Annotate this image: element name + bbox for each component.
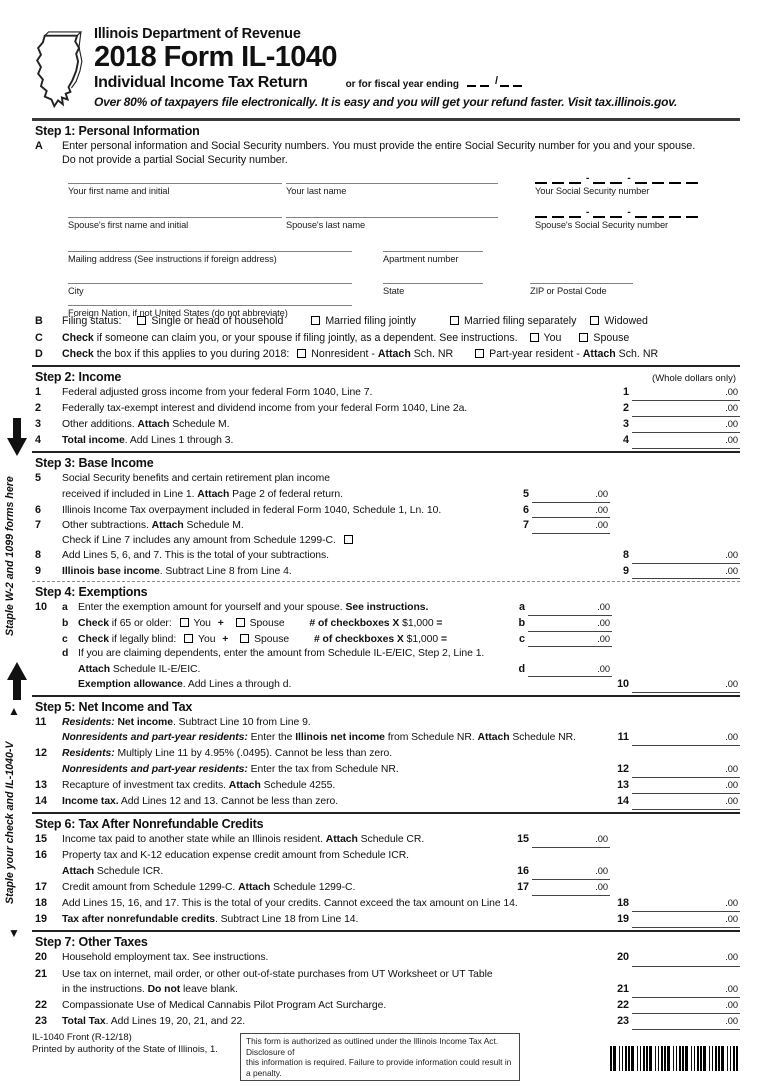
checkbox-nonresident[interactable] [297, 349, 306, 358]
disclosure-notice: This form is authorized as outlined under the Illinois Income Tax Act. Disclosure of this information is required. Failure to provide information could result in a penalty. [240, 1033, 520, 1081]
filing-status-label: Filing status: [62, 315, 122, 327]
line-15-amount-input[interactable]: 15 .00 [517, 832, 610, 848]
section-divider [32, 365, 740, 367]
staple-up-arrow-icon [7, 662, 27, 705]
form-subtitle: Individual Income Tax Return [94, 74, 308, 91]
line-10b-amount-input[interactable]: b .00 [518, 616, 612, 632]
step-5-net-income-tax-section: Step 5: Net Income and Tax 11 Residents: Net income. Subtract Line 10 from Line 9. Nonresidents and part-year residents: Enter the Illinois net income from Schedule NR. Attach Schedule NR. 11 .00 12 Residents: Multiply Line 11 by 4.95% (.0495). Cannot be less than zero. Nonresidents and part-year residents: Enter the tax from Schedule NR. 12 .00 13 Recapture of investment tax credits. Attach Schedule 4255. 13 .00 14 Income tax. Add Lines 12 and 13. Cannot be less than zero. 14 .00 [32, 699, 740, 810]
form-id: IL-1040 Front (R-12/18) [32, 1032, 132, 1044]
filing-status-row: B Filing status: Single or head of household Married filing jointly Married filing separately Widowed [35, 315, 648, 327]
form-footer [32, 1032, 740, 1092]
section-divider [32, 812, 740, 814]
checkbox-blind-spouse[interactable] [240, 634, 249, 643]
step-2-title: Step 2: Income [35, 369, 122, 384]
row-a-text-2: Do not provide a partial Social Security number. [62, 154, 288, 166]
line-7-amount-input[interactable]: 7 .00 [523, 518, 610, 534]
triangle-down-icon: ▼ [8, 926, 20, 940]
fiscal-year-input[interactable]: / [467, 75, 526, 87]
line-8-amount-input[interactable]: 8 .00 [623, 548, 740, 564]
zip-field[interactable]: ZIP or Postal Code [530, 271, 633, 296]
line-2-amount-input[interactable]: 2 .00 [623, 401, 740, 417]
step-4-title: Step 4: Exemptions [35, 585, 148, 600]
line-13-amount-input[interactable]: 13 .00 [617, 778, 740, 794]
step-7-other-taxes-section: Step 7: Other Taxes 20 Household employment tax. See instructions. 20 .00 21 Use tax on internet, mail order, or other out-of-state purchases from UT Worksheet or UT Table in the instructions. Do not leave blank. 21 .00 22 Compassionate Use of Medical Cannabis Pilot Program Act Surcharge. 22 .00 23 Total Tax. Add Lines 19, 20, 21, and 22. 23 .00 [32, 934, 740, 1030]
step-4-exemptions-section: Step 4: Exemptions 10 a Enter the exemption amount for yourself and your spouse. See instructions. a .00 b Check if 65 or older: You + Spouse # of checkboxes X $1,000 = b .00 c Check if legally blind: You + Spouse # of checkboxes X $1,000 = c .00 d If you are claiming dependents, enter the amount from Schedule IL-E/EIC, Step 2, Line 1. Attach Schedule IL-E/EIC. d .00 Exemption allowance. Add Lines a through d. 10 .00 [32, 584, 740, 693]
checkbox-claimed-you[interactable] [530, 333, 539, 342]
step-6-title: Step 6: Tax After Nonrefundable Credits [35, 817, 264, 832]
dependent-claim-row: C Check if someone can claim you, or your spouse if filing jointly, as a dependent. See instructions. You Spouse [35, 331, 630, 344]
checkbox-schedule-1299c[interactable] [344, 535, 353, 544]
line-6-amount-input[interactable]: 6 .00 [523, 503, 610, 519]
illinois-state-logo-icon [32, 26, 94, 113]
spouse-first-name-field[interactable]: Spouse's first name and initial [68, 205, 282, 230]
line-10c-amount-input[interactable]: c .00 [519, 632, 612, 648]
line-1-amount-input[interactable]: 1 .00 [623, 385, 740, 401]
ssn-field[interactable]: - - Your Social Security number [535, 171, 740, 196]
line-4-amount-input[interactable]: 4 .00 [623, 433, 740, 449]
line-19-amount-input[interactable]: 19 .00 [617, 912, 740, 928]
whole-dollars-note: (Whole dollars only) [652, 372, 736, 384]
fiscal-year-label: or for fiscal year ending [345, 79, 459, 90]
checkbox-married-separately[interactable] [450, 316, 459, 325]
city-field[interactable]: City [68, 271, 352, 296]
section-divider [32, 118, 740, 121]
barcode [610, 1046, 738, 1071]
efile-tagline: Over 80% of taxpayers file electronically. It is easy and you will get your refund faster. Visit tax.illinois.gov. [94, 95, 678, 109]
line-14-amount-input[interactable]: 14 .00 [617, 794, 740, 810]
step-1-personal-information-section [32, 123, 740, 363]
staple-w2-vertical-label: Staple W-2 and 1099 forms here [4, 476, 16, 636]
personal-info-grid [32, 167, 740, 318]
step-3-base-income-section: Step 3: Base Income 5 Social Security benefits and certain retirement plan income received if included in Line 1. Attach Page 2 of federal return. 5 .00 6 Illinois Income Tax overpayment included in federal Form 1040, Schedule 1, Ln. 10. 6 .00 7 Other subtractions. Attach Schedule M. 7 .00 Check if Line 7 includes any amount from Schedule 1299-C. 8 Add Lines 5, 6, and 7. This is the total of your subtractions. 8 .00 9 Illinois base income. Subtract Line 8 from Line 4. 9 .00 [32, 455, 740, 579]
line-12-amount-input[interactable]: 12 .00 [617, 762, 740, 778]
printed-by-authority: Printed by authority of the State of Illinois, 1. [32, 1044, 218, 1056]
agency-name: Illinois Department of Revenue [94, 26, 301, 42]
section-divider [32, 695, 740, 697]
line-22-amount-input[interactable]: 22 .00 [617, 998, 740, 1014]
line-23-amount-input[interactable]: 23 .00 [617, 1014, 740, 1030]
line-10-amount-input[interactable]: 10 .00 [617, 677, 740, 693]
line-10d-amount-input[interactable]: d .00 [518, 662, 612, 678]
row-a-text-1: Enter personal information and Social Security numbers. You must provide the entire Social Security number for you and your spouse. [62, 140, 696, 152]
row-a-letter: A [35, 140, 43, 152]
checkbox-65-spouse[interactable] [236, 618, 245, 627]
step-3-title: Step 3: Base Income [35, 456, 154, 471]
line-10a-amount-input[interactable]: a .00 [519, 600, 612, 616]
checkbox-claimed-spouse[interactable] [579, 333, 588, 342]
line-18-amount-input[interactable]: 18 .00 [617, 896, 740, 912]
section-divider [32, 930, 740, 932]
state-field[interactable]: State [383, 271, 483, 296]
form-title: 2018 Form IL-1040 [94, 41, 337, 73]
staple-check-vertical-label: Staple your check and IL-1040-V [4, 741, 16, 905]
checkbox-widowed[interactable] [590, 316, 599, 325]
section-divider [32, 451, 740, 453]
line-20-amount-input[interactable]: 20 .00 [617, 950, 740, 966]
checkbox-65-you[interactable] [180, 618, 189, 627]
triangle-up-icon: ▲ [8, 704, 20, 718]
step-5-title: Step 5: Net Income and Tax [35, 700, 193, 715]
step-1-title: Step 1: Personal Information [35, 124, 200, 138]
line-3-amount-input[interactable]: 3 .00 [623, 417, 740, 433]
step-7-title: Step 7: Other Taxes [35, 935, 148, 950]
apartment-number-field[interactable]: Apartment number [383, 239, 483, 264]
line-11-amount-input[interactable]: 11 .00 [618, 730, 740, 746]
checkbox-part-year-resident[interactable] [475, 349, 484, 358]
line-17-amount-input[interactable]: 17 .00 [517, 880, 610, 896]
section-divider-dashed [32, 581, 740, 582]
line-5-amount-input[interactable]: 5 .00 [523, 487, 610, 503]
line-16-amount-input[interactable]: 16 .00 [517, 864, 610, 880]
spouse-ssn-field[interactable]: - - Spouse's Social Security number [535, 205, 740, 230]
line-21-amount-input[interactable]: 21 .00 [617, 982, 740, 998]
step-2-income-section: Step 2: Income (Whole dollars only) 1 Federal adjusted gross income from your federal Form 1040, Line 7. 1 .00 2 Federally tax-exempt interest and dividend income from your federal Form 1040, Line 2a. 2 .00 3 Other additions. Attach Schedule M. 3 .00 4 Total income. Add Lines 1 through 3. 4 .00 [32, 369, 740, 450]
step-6-nonrefundable-credits-section: Step 6: Tax After Nonrefundable Credits 15 Income tax paid to another state while an Illinois resident. Attach Schedule CR. 15 .00 16 Property tax and K-12 education expense credit amount from Schedule ICR. Attach Schedule ICR. 16 .00 17 Credit amount from Schedule 1299-C. Attach Schedule 1299-C. 17 .00 18 Add Lines 15, 16, and 17. This is the total of your credits. Cannot exceed the tax amount on Line 14. 18 .00 19 Tax after nonrefundable credits. Subtract Line 18 from Line 14. 19 .00 [32, 816, 740, 928]
form-header [32, 26, 740, 113]
residency-row: D Check the box if this applies to you during 2018: Nonresident - Attach Sch. NR Part-year resident - Attach Sch. NR [35, 348, 659, 360]
foreign-nation-field[interactable]: Foreign Nation, if not United States (do not abbreviate) [68, 293, 352, 318]
checkbox-blind-you[interactable] [184, 634, 193, 643]
spouse-last-name-field[interactable]: Spouse's last name [286, 205, 498, 230]
first-name-field[interactable]: Your first name and initial [68, 171, 282, 196]
line-9-amount-input[interactable]: 9 .00 [623, 564, 740, 580]
mailing-address-field[interactable]: Mailing address (See instructions if foreign address) [68, 239, 352, 264]
last-name-field[interactable]: Your last name [286, 171, 498, 196]
